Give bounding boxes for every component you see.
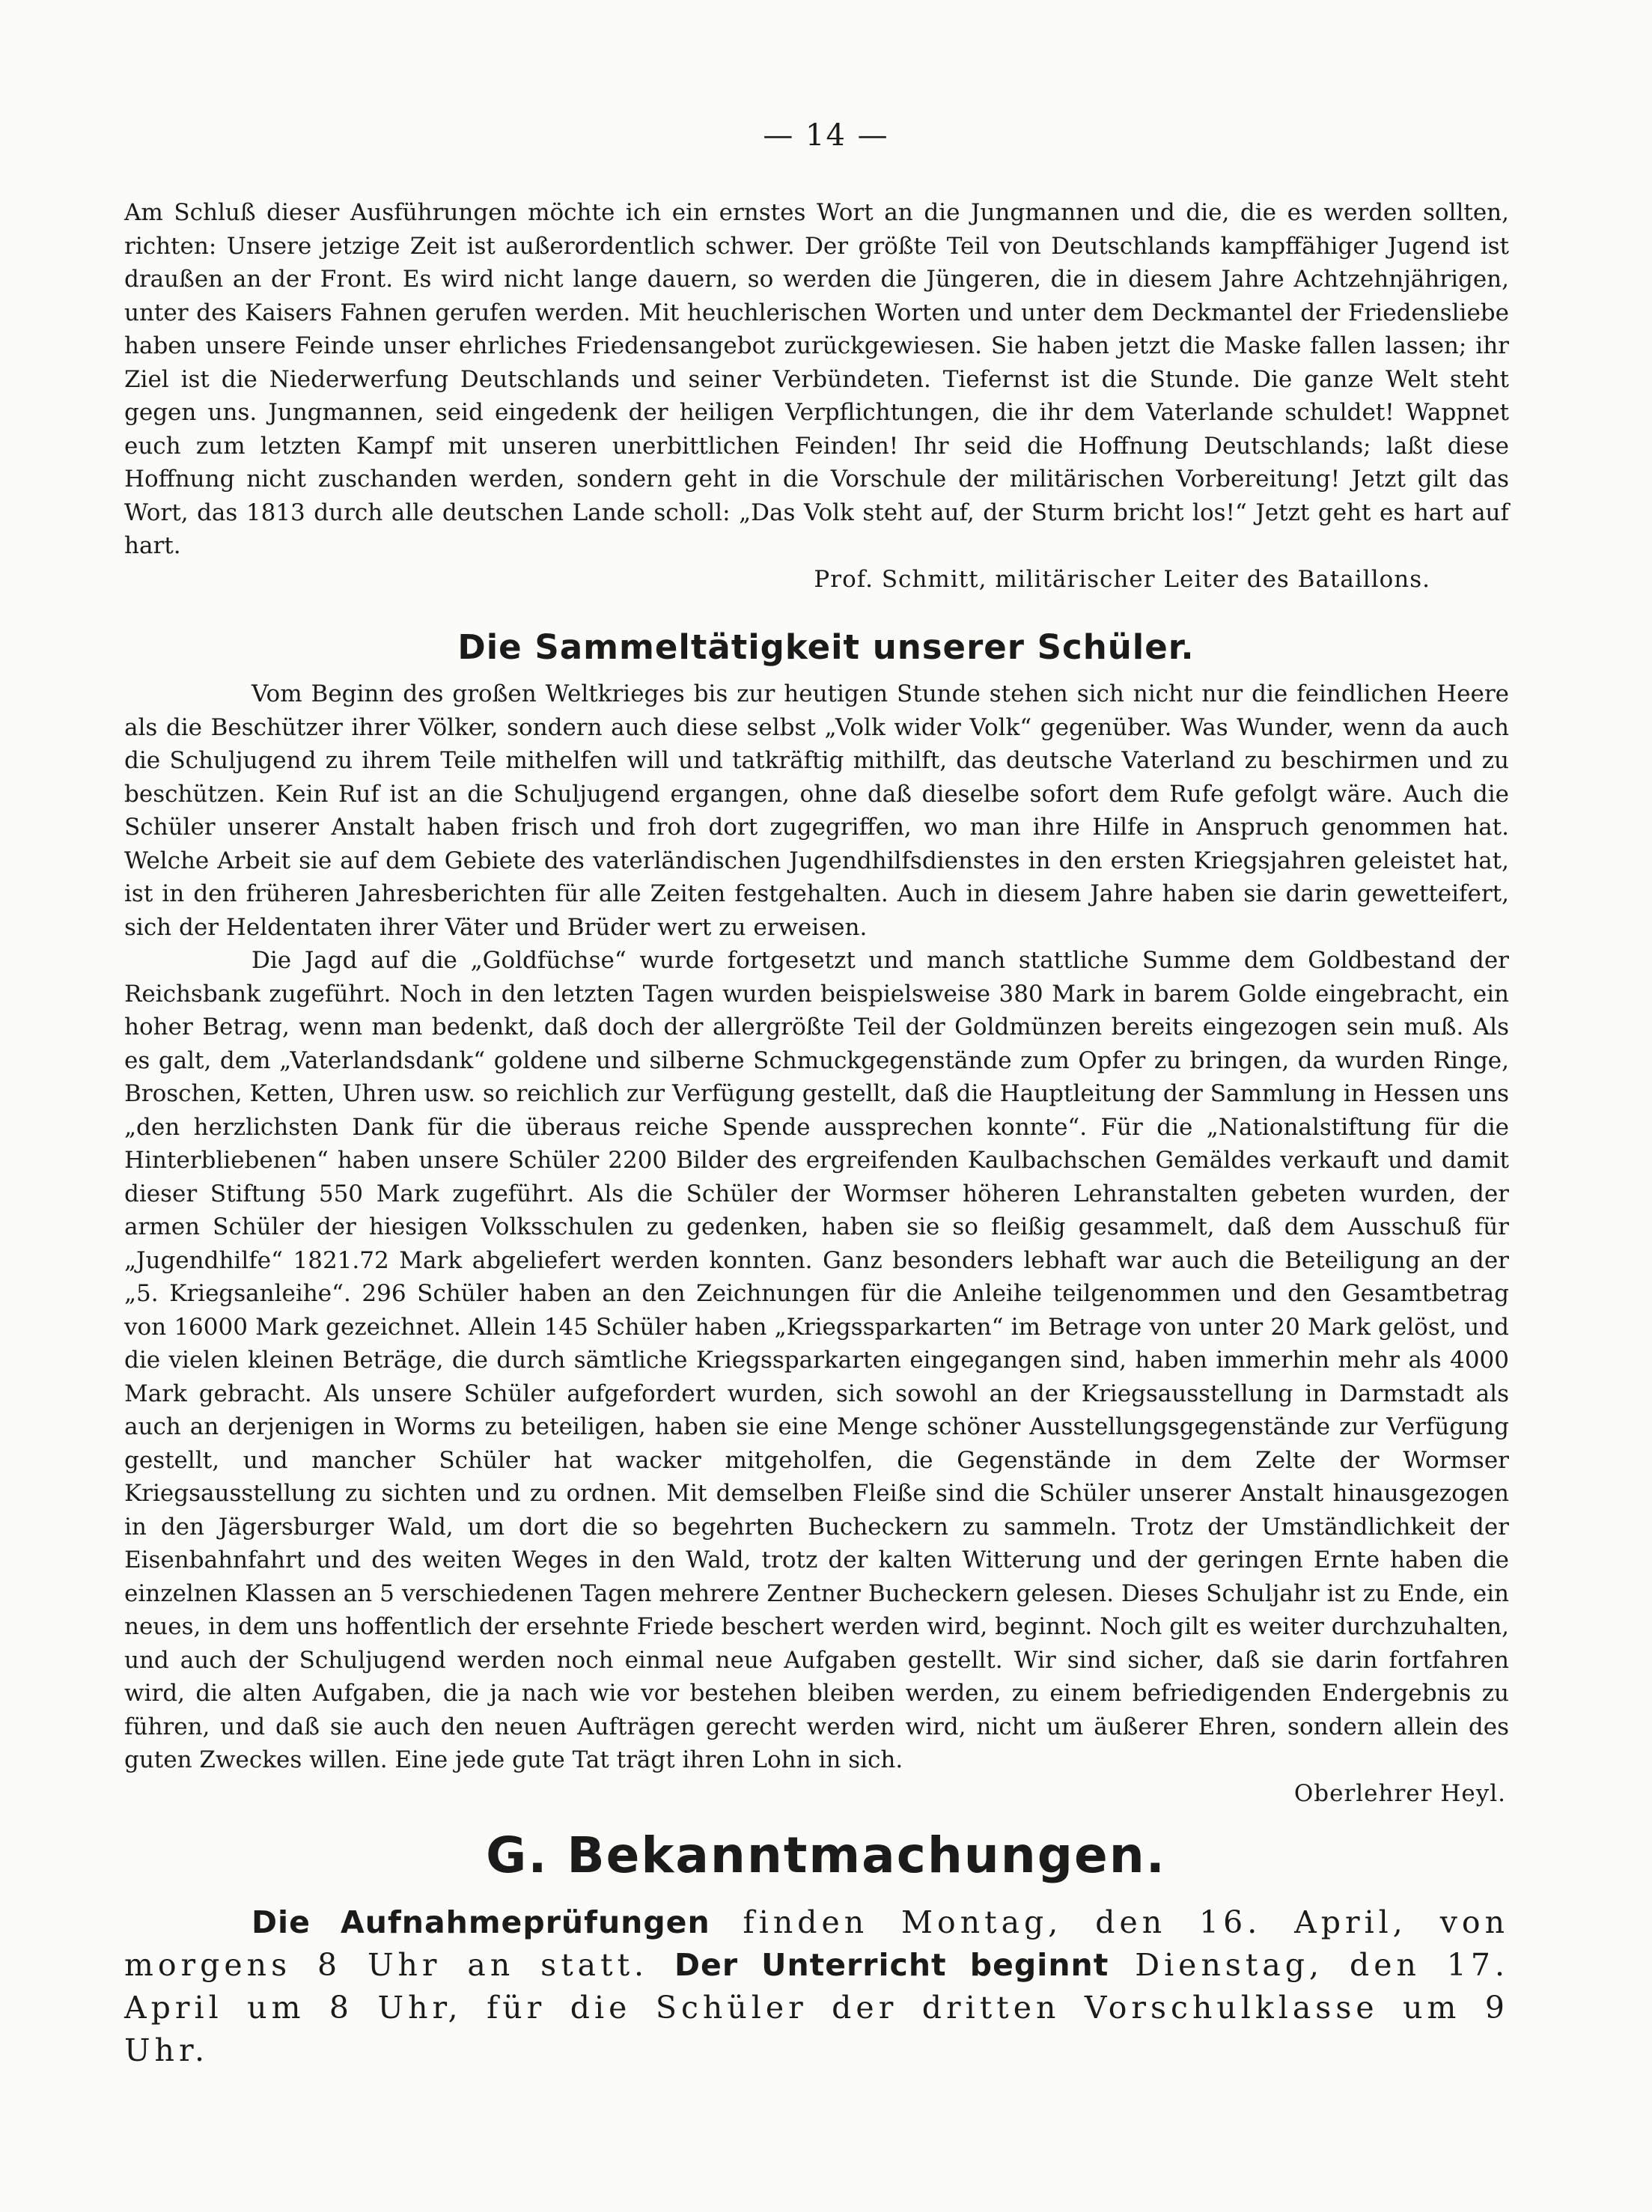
exam-label: Die Aufnahmeprüfungen [252,1904,710,1940]
section-title: Die Sammeltätigkeit unserer Schüler. [457,627,1195,667]
section-paragraph-1: Vom Beginn des großen Weltkrieges bis zur heutigen Stunde stehen sich nicht nur die feindlichen Heere als die Beschützer ihrer Völker, sondern auch diese selbst „Volk wider Volk“ gegenüber. Was Wunder, wenn da auch die Schuljugend zu ihrem Teile mithelfen will und tatkräftig mithilft, das deutsche Vaterland zu beschirmen und zu beschützen. Kein Ruf ist an die Schuljugend ergangen, ohne daß dieselbe sofort dem Rufe gefolgt wäre. Auch die Schüler unserer Anstalt haben frisch und froh dort zugegriffen, wo man ihre Hilfe in Anspruch genommen hat. Welche Arbeit sie auf dem Gebiete des vaterländischen Jugendhilfsdienstes in den ersten Kriegsjahren geleistet hat, ist in den früheren Jahresberichten für alle Zeiten festgehalten. Auch in diesem Jahre haben sie darin gewetteifert, sich der Heldentaten ihrer Väter und Brüder wert zu erweisen. [124,680,1509,941]
intro-paragraph: Am Schluß dieser Ausführungen möchte ich ein ernstes Wort an die Jungmannen und die, die es werden sollten, richten: Unsere jetzige Zeit ist außerordentlich schwer. Der größte Teil von Deutschlands kampffähiger Jugend ist draußen an der Front. Es wird nicht lange dauern, so werden die Jüngeren, die in diesem Jahre Achtzehnjährigen, unter des Kaisers Fahnen gerufen werden. Mit heuchlerischen Worten und unter dem Deckmantel der Friedensliebe haben unsere Feinde unser ehrliches Friedensangebot zurückgewiesen. Sie haben jetzt die Maske fallen lassen; ihr Ziel ist die Niederwerfung Deutschlands und seiner Verbündeten. Tiefernst ist die Stunde. Die ganze Welt steht gegen uns. Jungmannen, seid eingedenk der heiligen Verpflichtungen, die ihr dem Vaterlande schuldet! Wappnet euch zum letzten Kampf mit unseren unerbittlichen Feinden! Ihr seid die Hoffnung Deutschlands; laßt diese Hoffnung nicht zuschanden werden, sondern geht in die Vorschule der militärischen Vorbereitung! Jetzt gilt das Wort, das 1813 durch alle deutschen Lande scholl: „Das Volk steht auf, der Sturm bricht los!“ Jetzt geht es hart auf hart. [124,199,1509,559]
page-number: — 14 — [763,118,889,153]
lessons-label: Der Unterricht beginnt [674,1947,1109,1983]
announcements-body [124,1901,1509,2072]
lessons-text: Dienstag, den 17. April um 8 Uhr, für die Schüler der dritten Vorschulklasse um 9 Uhr. [124,1947,1509,2068]
announcement-text [124,1901,1509,2072]
intro-block [124,196,1509,596]
announcements-title: G. Bekanntmachungen. [486,1826,1166,1884]
section-body [124,677,1509,1810]
intro-signature: Prof. Schmitt, militärischer Leiter des Bataillons. [814,565,1430,593]
section-paragraph-2: Die Jagd auf die „Goldfüchse“ wurde fortgesetzt und manch stattliche Summe dem Goldbestand der Reichsbank zugeführt. Noch in den letzten Tagen wurden beispielsweise 380 Mark in barem Golde eingebracht, ein hoher Betrag, wenn man bedenkt, daß doch der allergrößte Teil der Goldmünzen bereits eingezogen sein muß. Als es galt, dem „Vaterlandsdank“ goldene und silberne Schmuckgegenstände zum Opfer zu bringen, da wurden Ringe, Broschen, Ketten, Uhren usw. so reichlich zur Verfügung gestellt, daß die Hauptleitung der Sammlung in Hessen uns „den herzlichsten Dank für die überaus reiche Spende aussprechen konnte“. Für die „Nationalstiftung für die Hinterbliebenen“ haben unsere Schüler 2200 Bilder des ergreifenden Kaulbachschen Gemäldes verkauft und damit dieser Stiftung 550 Mark zugeführt. Als die Schüler der Wormser höheren Lehranstalten gebeten wurden, der armen Schüler der hiesigen Volksschulen zu gedenken, haben sie so fleißig gesammelt, daß dem Ausschuß für „Jugendhilfe“ 1821.72 Mark abgeliefert werden konnten. Ganz besonders lebhaft war auch die Beteiligung an der „5. Kriegsanleihe“. 296 Schüler haben an den Zeichnungen für die Anleihe teilgenommen und den Gesamtbetrag von 16000 Mark gezeichnet. Allein 145 Schüler haben „Kriegssparkarten“ im Betrage von unter 20 Mark gelöst, und die vielen kleinen Beträge, die durch sämtliche Kriegssparkarten eingegangen sind, haben immerhin mehr als 4000 Mark gebracht. Als unsere Schüler aufgefordert wurden, sich sowohl an der Kriegsausstellung in Darmstadt als auch an derjenigen in Worms zu beteiligen, haben sie eine Menge schöner Ausstellungsgegenstände zur Verfügung gestellt, und mancher Schüler hat wacker mitgeholfen, die Gegenstände in dem Zelte der Wormser Kriegsausstellung zu sichten und zu ordnen. Mit demselben Fleiße sind die Schüler unserer Anstalt hinausgezogen in den Jägersburger Wald, um dort die so begehrten Bucheckern zu sammeln. Trotz der Umständlichkeit der Eisenbahnfahrt und des weiten Weges in den Wald, trotz der kalten Witterung und der geringen Ernte haben die einzelnen Klassen an 5 verschiedenen Tagen mehrere Zentner Bucheckern gelesen. Dieses Schuljahr ist zu Ende, ein neues, in dem uns hoffentlich der ersehnte Friede beschert werden wird, beginnt. Noch gilt es weiter durchzuhalten, und auch der Schuljugend werden noch einmal neue Aufgaben gestellt. Wir sind sicher, daß sie darin fortfahren wird, die alten Aufgaben, die ja nach wie vor bestehen bleiben werden, zu einem befriedigenden Endergebnis zu führen, und daß sie auch den neuen Aufträgen gerecht werden wird, nicht um äußerer Ehren, sondern allein des guten Zweckes willen. Eine jede gute Tat trägt ihren Lohn in sich. [124,947,1509,1773]
exam-text: finden Montag, den 16. April, von morgens 8 Uhr an statt. [124,1904,1509,1983]
section-signature: Oberlehrer Heyl. [1293,1779,1506,1807]
